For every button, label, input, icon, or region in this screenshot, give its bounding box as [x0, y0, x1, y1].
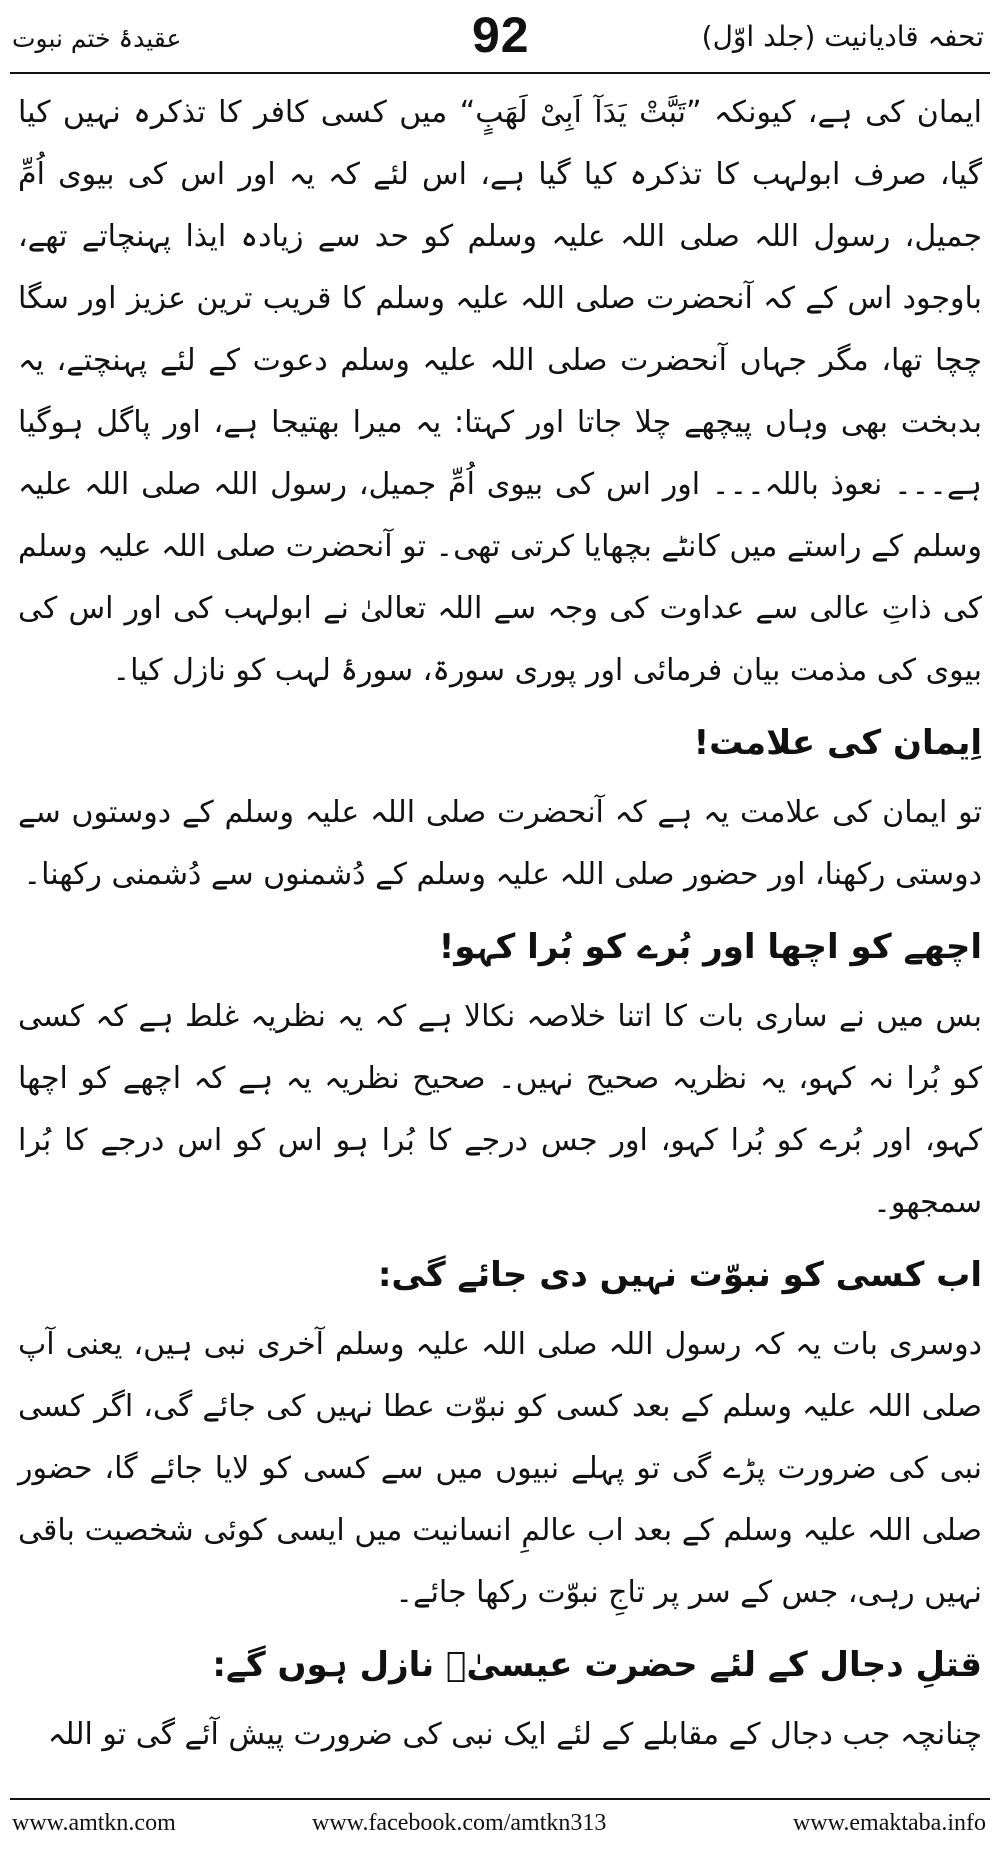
page-body — [18, 82, 982, 1766]
footer-link-emaktaba[interactable]: www.emaktaba.info — [792, 1810, 986, 1836]
heading-call-good-good: اچھے کو اچھا اور بُرے کو بُرا کہو! — [438, 927, 982, 967]
section-title: عقیدۂ ختم نبوت — [12, 24, 182, 53]
paragraph-2: تو ایمان کی علامت یہ ہے کہ آنحضرت صلی اللہ علیہ وسلم کے دوستوں سے دوستی رکھنا، اور حضور صلی اللہ علیہ وسلم کے دُشمنوں سے دُشمنی رکھنا۔ — [18, 795, 982, 892]
heading-no-new-prophethood: اب کسی کو نبوّت نہیں دی جائے گی: — [377, 1255, 982, 1295]
paragraph-3: بس میں نے ساری بات کا اتنا خلاصہ نکالا ہے کہ یہ نظریہ غلط ہے کہ کسی کو بُرا نہ کہو، یہ نظریہ صحیح نہیں۔ صحیح نظریہ یہ ہے کہ اچھے کو اچھا کہو، اور بُرے کو بُرا کہو، اور جس درجے کا بُرا ہو اس کو اس درجے کا بُرا سمجھو۔ — [18, 999, 982, 1220]
page-header — [0, 0, 1000, 74]
book-title: تحفہ قادیانیت (جلد اوّل) — [701, 20, 984, 53]
footer-divider — [10, 1798, 990, 1800]
page-footer — [0, 1798, 1000, 1848]
footer-link-facebook[interactable]: www.facebook.com/amtkn313 — [312, 1810, 607, 1836]
footer-link-amtkn[interactable]: www.amtkn.com — [12, 1810, 176, 1836]
paragraph-5: چنانچہ جب دجال کے مقابلے کے لئے ایک نبی کی ضرورت پیش آئے گی تو اللہ — [47, 1717, 982, 1752]
paragraph-1: ایمان کی ہے، کیونکہ ”تَبَّتْ یَدَآ اَبِیْ لَھَبٍ“ میں کسی کافر کا تذکرہ نہیں کیا گیا، صرف ابولہب کا تذکرہ کیا گیا ہے، اس لئے کہ یہ اور اس کی بیوی اُمِّ جمیل، رسول اللہ صلی اللہ علیہ وسلم کو حد سے زیادہ ایذا پہنچاتے تھے، باوجود اس کے کہ آنحضرت صلی اللہ علیہ وسلم کا قریب ترین عزیز اور سگا چچا تھا، مگر جہاں آنحضرت صلی اللہ علیہ وسلم دعوت کے لئے پہنچتے، یہ بدبخت بھی وہاں پیچھے چلا جاتا اور کہتا: یہ میرا بھتیجا ہے، اور پاگل ہوگیا ہے۔۔۔ نعوذ باللہ۔۔۔ اور اس کی بیوی اُمِّ جمیل، رسول اللہ صلی اللہ علیہ وسلم کے راستے میں کانٹے بچھایا کرتی تھی۔ تو آنحضرت صلی اللہ علیہ وسلم کی ذاتِ عالی سے عداوت کی وجہ سے اللہ تعالیٰ نے ابولہب کی اور اس کی بیوی کی مذمت بیان فرمائی اور پوری سورۃ، سورۂ لہب کو نازل کیا۔ — [18, 95, 982, 688]
heading-descent-of-isa: قتلِ دجال کے لئے حضرت عیسیٰؑ نازل ہوں گے: — [212, 1645, 982, 1685]
heading-sign-of-faith: اِیمان کی علامت! — [693, 723, 982, 763]
page-number: 92 — [472, 7, 530, 63]
header-divider — [10, 72, 990, 74]
paragraph-4: دوسری بات یہ کہ رسول اللہ صلی اللہ علیہ وسلم آخری نبی ہیں، یعنی آپ صلی اللہ علیہ وسلم کے بعد کسی کو نبوّت عطا نہیں کی جائے گی، اگر کسی نبی کی ضرورت پڑے گی تو پہلے نبیوں میں سے کسی کو لایا جائے گا، حضور صلی اللہ علیہ وسلم کے بعد اب عالمِ انسانیت میں ایسی کوئی شخصیت باقی نہیں رہی، جس کے سر پر تاجِ نبوّت رکھا جائے۔ — [18, 1327, 982, 1610]
